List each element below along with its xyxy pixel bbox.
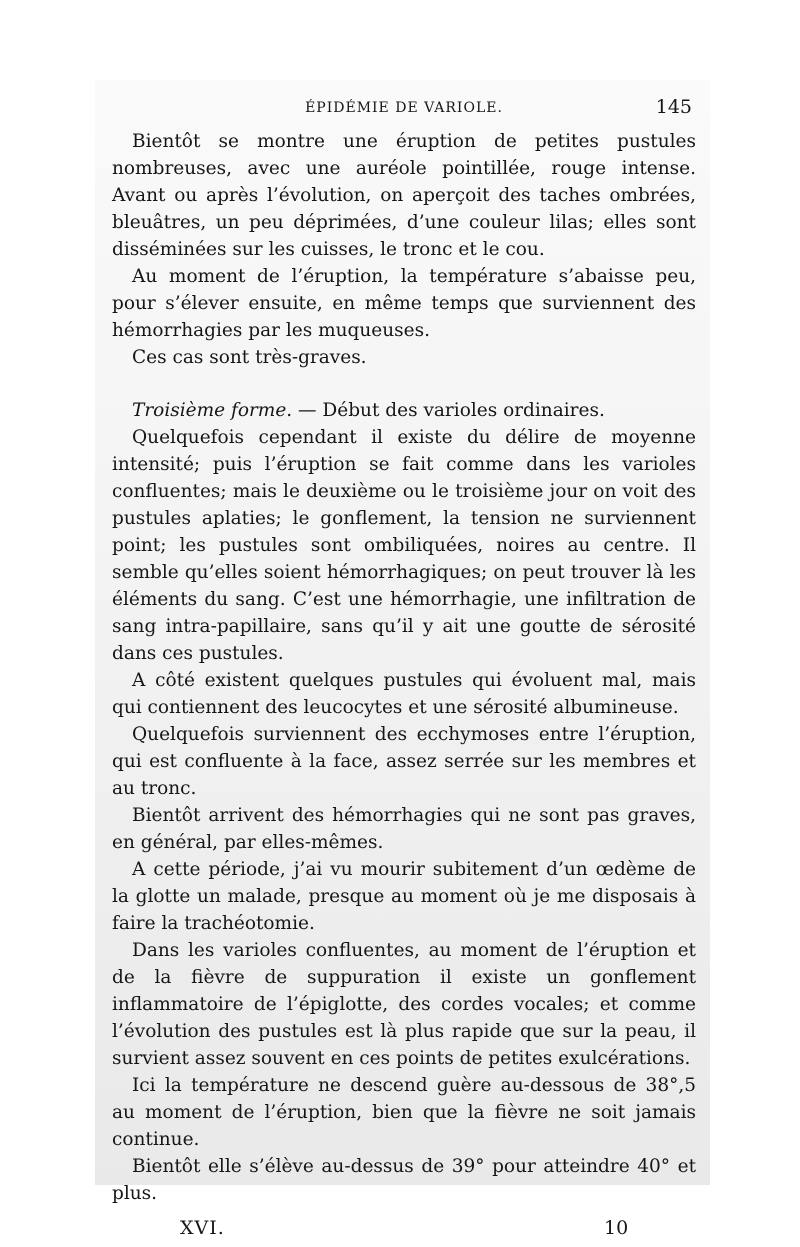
paragraph: Bientôt arrivent des hémorrhagies qui ne sont pas graves, en général, par elles-mêmes. xyxy=(112,805,696,853)
page-number: 145 xyxy=(655,96,692,118)
section-heading-rest: — Début des varioles ordinaires. xyxy=(292,400,605,421)
section-heading: Troisième forme. xyxy=(132,400,293,421)
paragraph: Bientôt elle s’élève au-dessus de 39° pour atteindre 40° et plus. xyxy=(112,1156,696,1204)
paragraph: Dans les varioles confluentes, au moment de l’éruption et de la fièvre de suppuration il existe un gonflement inflammatoire de l’épiglotte, des cordes vocales; et comme l’évolution des pustules est là plus rapide que sur la peau, il survient assez souvent en ces points de petites exulcérations. xyxy=(112,940,696,1069)
signature-mark: XVI. xyxy=(180,1217,225,1239)
signature-number: 10 xyxy=(604,1217,629,1239)
paragraph: A cette période, j’ai vu mourir subitement d’un œdème de la glotte un malade, presque au moment où je me disposais à faire la trachéotomie. xyxy=(112,859,696,934)
page-body xyxy=(112,92,696,1247)
paragraph: Ici la température ne descend guère au-dessous de 38°,5 au moment de l’éruption, bien que la fièvre ne soit jamais continue. xyxy=(112,1075,696,1150)
running-title: ÉPIDÉMIE DE VARIOLE. xyxy=(305,100,503,116)
signature-line xyxy=(112,1213,696,1247)
paragraph: Ces cas sont très-graves. xyxy=(132,347,367,368)
paragraph: Au moment de l’éruption, la température s’abaisse peu, pour s’élever ensuite, en même temps que surviennent des hémorrhagies par les muqueuses. xyxy=(112,266,696,341)
paragraph: Quelquefois surviennent des ecchymoses entre l’éruption, qui est confluente à la face, assez serrée sur les membres et au tronc. xyxy=(112,724,696,799)
paragraph: Quelquefois cependant il existe du délire de moyenne intensité; puis l’éruption se fait comme dans les varioles confluentes; mais le deuxième ou le troisième jour on voit des pustules aplaties; le gonflement, la tension ne surviennent point; les pustules sont ombiliquées, noires au centre. Il semble qu’elles soient hémorrhagiques; on peut trouver là les éléments du sang. C’est une hémorrhagie, une infiltration de sang intra-papillaire, sans qu’il y ait une goutte de sérosité dans ces pustules. xyxy=(112,427,696,664)
section-spacer xyxy=(112,371,696,397)
running-header xyxy=(112,92,696,128)
paragraph: Bientôt se montre une éruption de petites pustules nombreuses, avec une auréole pointillée, rouge intense. Avant ou après l’évolution, on aperçoit des taches ombrées, bleuâtres, un peu déprimées, d’une couleur lilas; elles sont disséminées sur les cuisses, le tronc et le cou. xyxy=(112,131,696,260)
paragraph: A côté existent quelques pustules qui évoluent mal, mais qui contiennent des leucocytes et une sérosité albumineuse. xyxy=(112,670,696,718)
section-heading-line xyxy=(112,397,696,424)
